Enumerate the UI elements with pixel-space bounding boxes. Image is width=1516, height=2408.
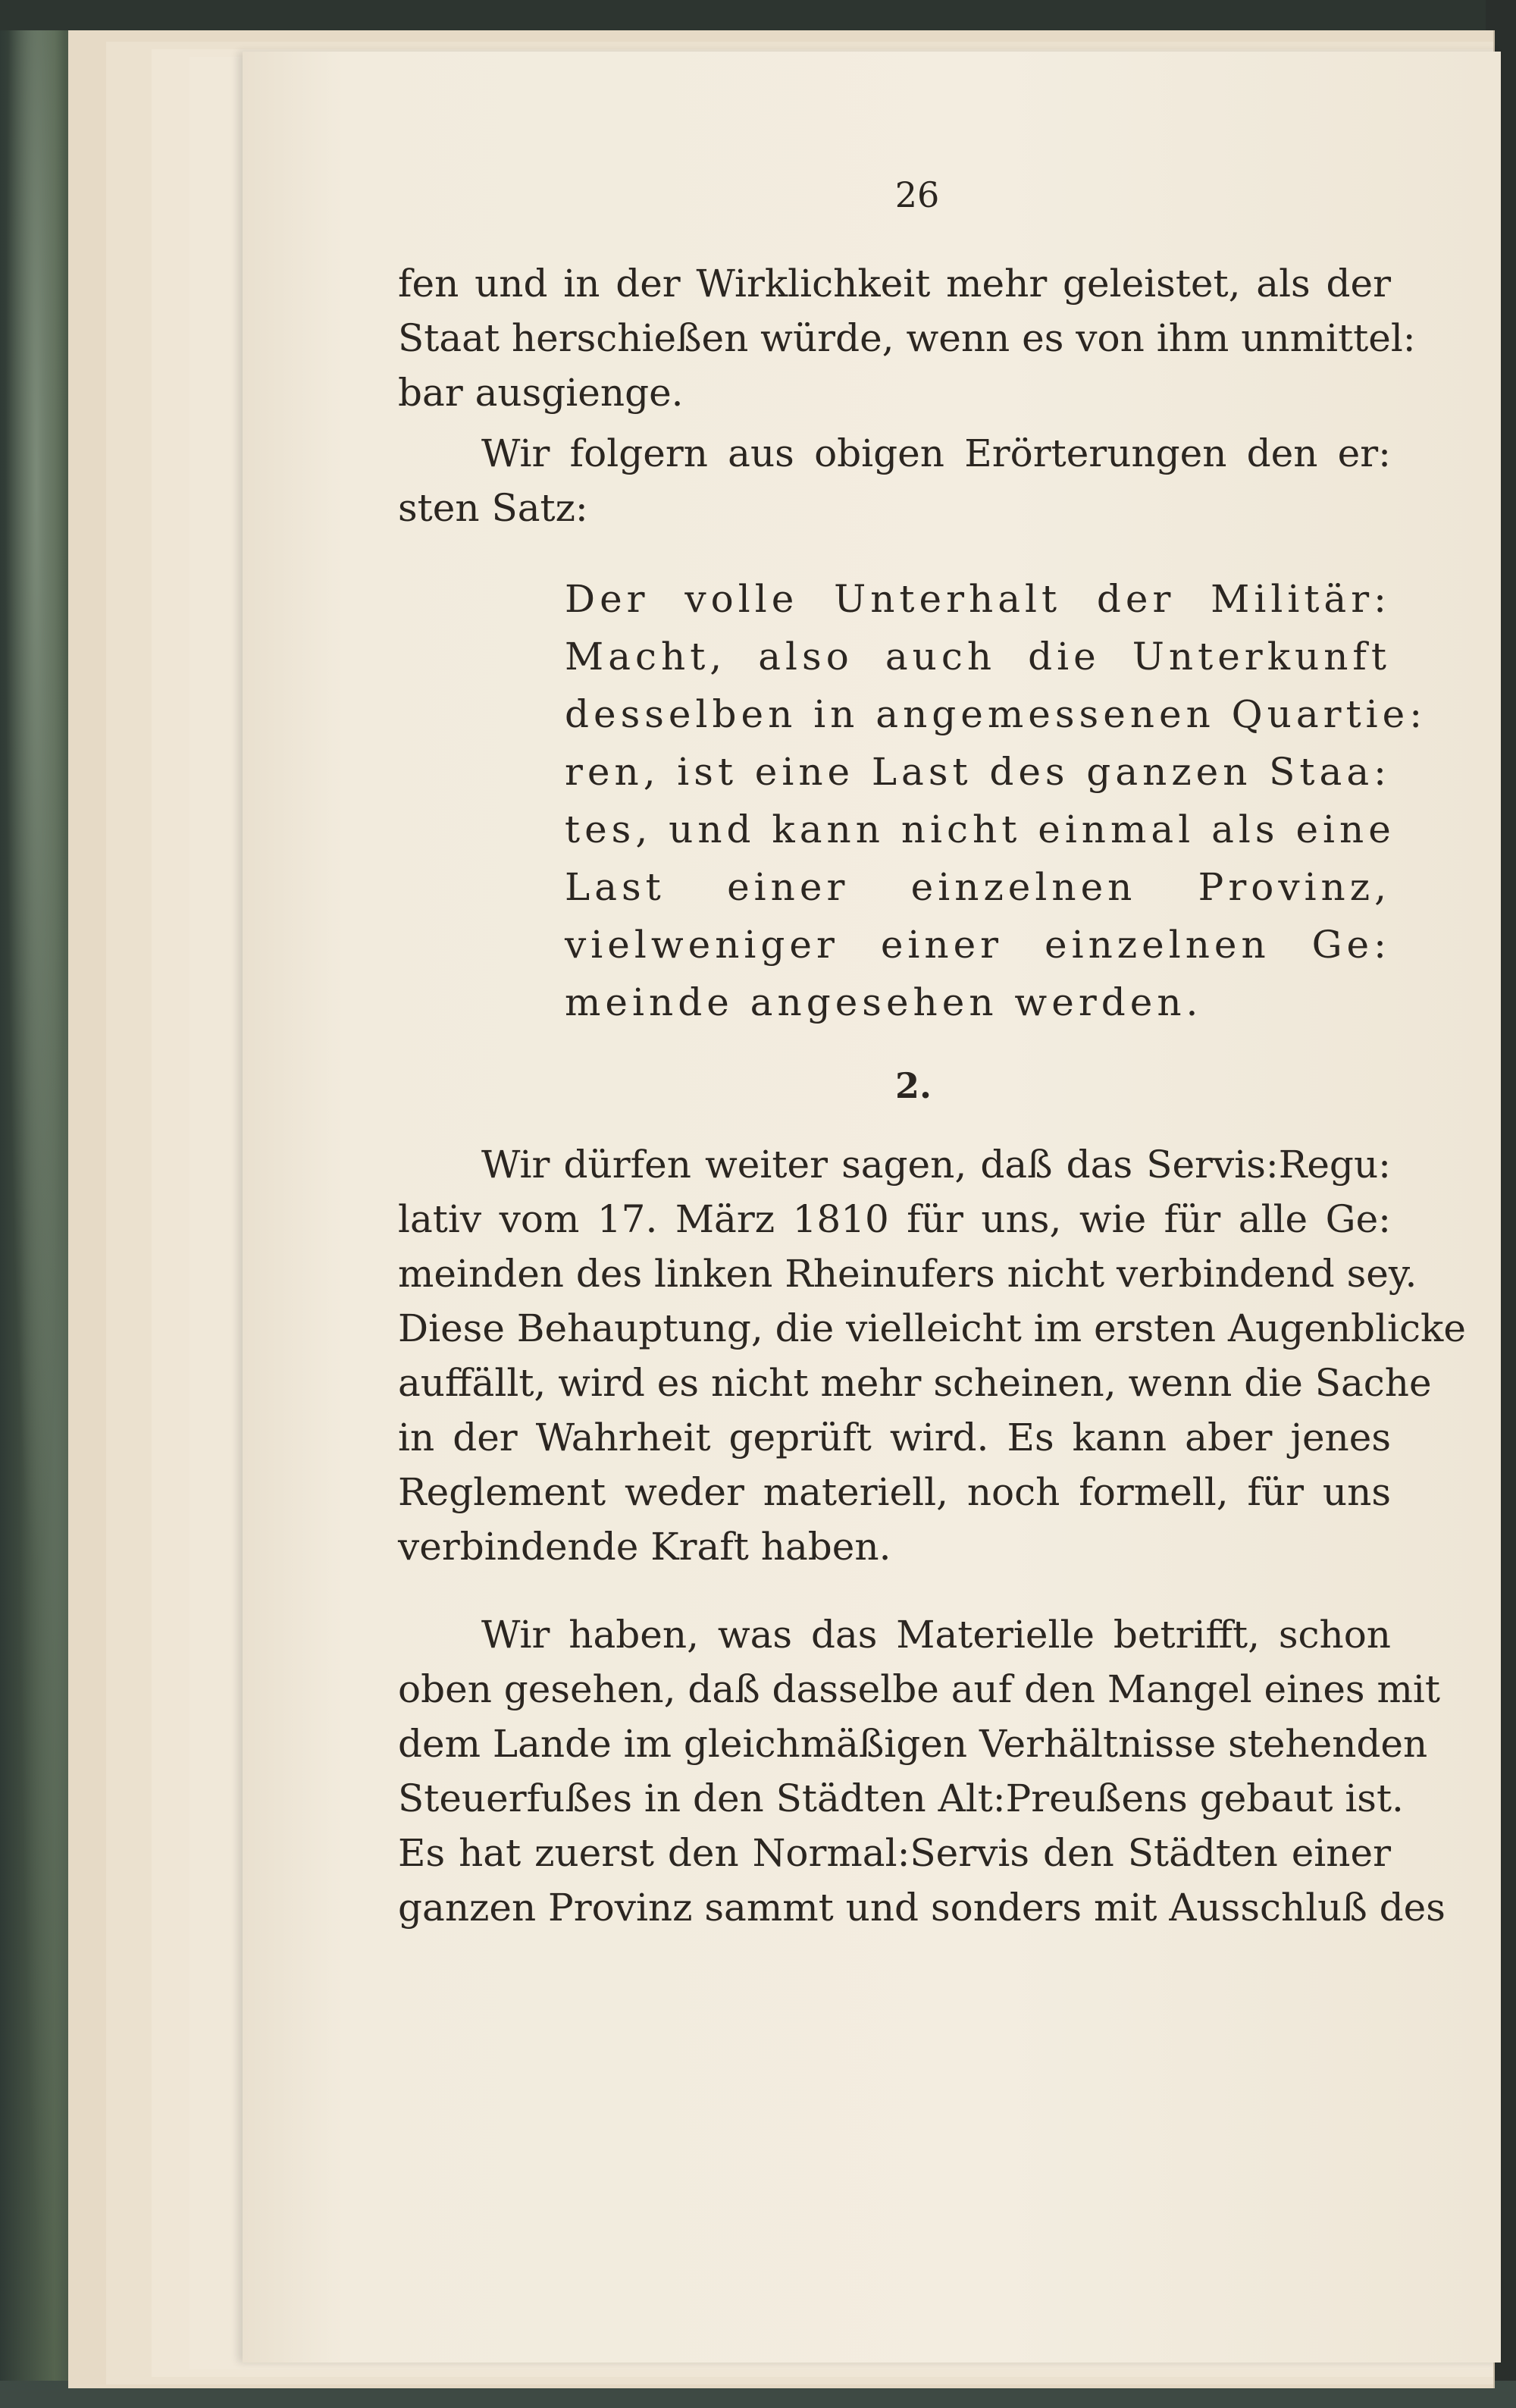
text-line: verbindende Kraft haben. — [398, 1525, 891, 1569]
text-line: in der Wahrheit geprüft wird. Es kann aber jenes — [398, 1416, 1391, 1460]
section-number: 2. — [894, 1065, 932, 1106]
thesis-line: Macht, also auch die Unterkunft — [565, 635, 1391, 679]
text-line: sten Satz: — [398, 486, 588, 530]
text-line: dem Lande im gleichmäßigen Verhältnisse stehenden — [398, 1722, 1428, 1766]
text-line: Es hat zuerst den Normal:Servis den Städten einer — [398, 1831, 1391, 1875]
text-line: Wir dürfen weiter sagen, daß das Servis:Regu: — [481, 1143, 1391, 1187]
thesis-line: Last einer einzelnen Provinz, — [565, 865, 1391, 909]
thesis-line: tes, und kann nicht einmal als eine — [565, 807, 1395, 851]
text-line: Reglement weder materiell, noch formell, für uns — [398, 1470, 1391, 1514]
paragraph-3 — [398, 1137, 1466, 1574]
thesis-line: meinde angesehen werden. — [565, 980, 1203, 1024]
text-line: meinden des linken Rheinufers nicht verbindend sey. — [398, 1252, 1417, 1296]
text-line: Wir haben, was das Materielle betrifft, schon — [481, 1613, 1391, 1657]
paragraph-2 — [398, 426, 1391, 535]
text-line: Steuerfußes in den Städten Alt:Preußens gebaut ist. — [398, 1776, 1404, 1820]
text-line: Staat herschießen würde, wenn es von ihm unmittel: — [398, 316, 1416, 360]
text-line: Wir folgern aus obigen Erörterungen den er: — [481, 431, 1391, 475]
thesis-block — [565, 570, 1427, 1031]
thesis-line: Der volle Unterhalt der Militär: — [565, 577, 1391, 621]
thesis-line: ren, ist eine Last des ganzen Staa: — [565, 750, 1391, 794]
thesis-line: desselben in angemessenen Quartie: — [565, 692, 1427, 736]
paragraph-1 — [398, 256, 1416, 420]
text-line: auffällt, wird es nicht mehr scheinen, wenn die Sache — [398, 1361, 1432, 1405]
text-line: fen und in der Wirklichkeit mehr geleistet, als der — [398, 262, 1391, 306]
text-line: Diese Behauptung, die vielleicht im ersten Augenblicke — [398, 1306, 1466, 1350]
text-line: ganzen Provinz sammt und sonders mit Ausschluß des — [398, 1886, 1446, 1930]
text-line: lativ vom 17. März 1810 für uns, wie für alle Ge: — [398, 1197, 1391, 1241]
paragraph-4 — [398, 1607, 1446, 1935]
page-number: 26 — [894, 174, 940, 215]
thesis-line: vielweniger einer einzelnen Ge: — [565, 923, 1391, 967]
book-cover-top — [0, 0, 1516, 30]
text-line: bar ausgienge. — [398, 371, 684, 415]
text-line: oben gesehen, daß dasselbe auf den Mangel eines mit — [398, 1667, 1440, 1711]
